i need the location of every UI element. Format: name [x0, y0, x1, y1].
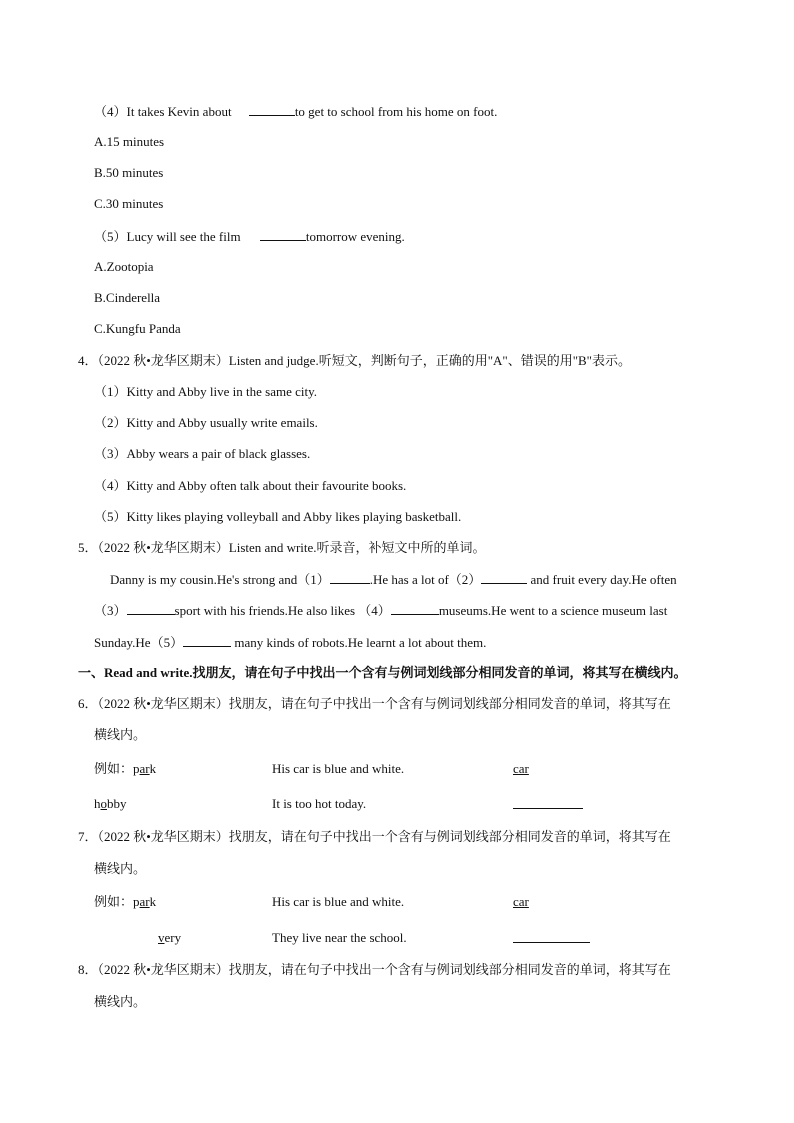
- answer-blank[interactable]: [513, 796, 583, 813]
- section-heading: 一、Read and write.找朋友，请在句子中找出一个含有与例词划线部分相同发音的单词，将其写在横线内。: [78, 665, 687, 680]
- target-word: hobby: [94, 796, 127, 811]
- example-word: 例如：park: [94, 761, 157, 776]
- answer-blank[interactable]: [260, 228, 306, 241]
- option: B.Cinderella: [94, 290, 161, 305]
- answer-blank[interactable]: [249, 103, 295, 116]
- answer-blank[interactable]: [127, 602, 175, 615]
- q3-item-4: （4）It takes Kevin about to get to school from his home on foot.: [94, 104, 498, 119]
- passage-line-2: （3） sport with his friends.He also likes （4） museums.He went to a science museum last: [94, 603, 668, 618]
- example-word: 例如：park: [94, 894, 157, 909]
- q3-item-5: （5）Lucy will see the film tomorrow evening.: [94, 229, 405, 244]
- question-8-heading: 8．（2022 秋•龙华区期末）找朋友，请在句子中找出一个含有与例词划线部分相同发音的单词，将其写在: [78, 962, 671, 977]
- option: C.30 minutes: [94, 196, 164, 211]
- option: A.15 minutes: [94, 134, 165, 149]
- judge-item: （5）Kitty likes playing volleyball and Abby likes playing basketball.: [94, 509, 462, 524]
- passage-line-3: Sunday.He（5） many kinds of robots.He learnt a lot about them.: [94, 635, 487, 650]
- question-6-heading-cont: 横线内。: [94, 727, 147, 742]
- question-sentence: They live near the school.: [272, 930, 407, 945]
- question-7-heading-cont: 横线内。: [94, 861, 147, 876]
- answer-blank[interactable]: [391, 602, 439, 615]
- example-sentence: His car is blue and white.: [272, 894, 405, 909]
- question-6-heading: 6．（2022 秋•龙华区期末）找朋友，请在句子中找出一个含有与例词划线部分相同发音的单词，将其写在: [78, 696, 671, 711]
- question-sentence: It is too hot today.: [272, 796, 367, 811]
- judge-item: （4）Kitty and Abby often talk about their favourite books.: [94, 478, 407, 493]
- target-word: very: [158, 930, 182, 945]
- question-4-heading: 4．（2022 秋•龙华区期末）Listen and judge.听短文，判断句子，正确的用"A"、错误的用"B"表示。: [78, 353, 631, 368]
- question-7-heading: 7．（2022 秋•龙华区期末）找朋友，请在句子中找出一个含有与例词划线部分相同发音的单词，将其写在: [78, 829, 671, 844]
- answer-blank[interactable]: [183, 634, 231, 647]
- judge-item: （3）Abby wears a pair of black glasses.: [94, 446, 311, 461]
- passage-line-1: Danny is my cousin.He's strong and（1） .He has a lot of（2） and fruit every day.He often: [110, 572, 677, 587]
- option: B.50 minutes: [94, 165, 164, 180]
- example-answer: car: [513, 894, 529, 909]
- option: C.Kungfu Panda: [94, 321, 181, 336]
- answer-blank[interactable]: [481, 571, 527, 584]
- answer-blank[interactable]: [330, 571, 370, 584]
- option: A.Zootopia: [94, 259, 154, 274]
- question-5-heading: 5．（2022 秋•龙华区期末）Listen and write.听录音，补短文中所的单词。: [78, 540, 486, 555]
- question-8-heading-cont: 横线内。: [94, 994, 147, 1009]
- judge-item: （1）Kitty and Abby live in the same city.: [94, 384, 318, 399]
- judge-item: （2）Kitty and Abby usually write emails.: [94, 415, 318, 430]
- answer-blank[interactable]: [513, 930, 590, 947]
- example-answer: car: [513, 761, 529, 776]
- example-sentence: His car is blue and white.: [272, 761, 405, 776]
